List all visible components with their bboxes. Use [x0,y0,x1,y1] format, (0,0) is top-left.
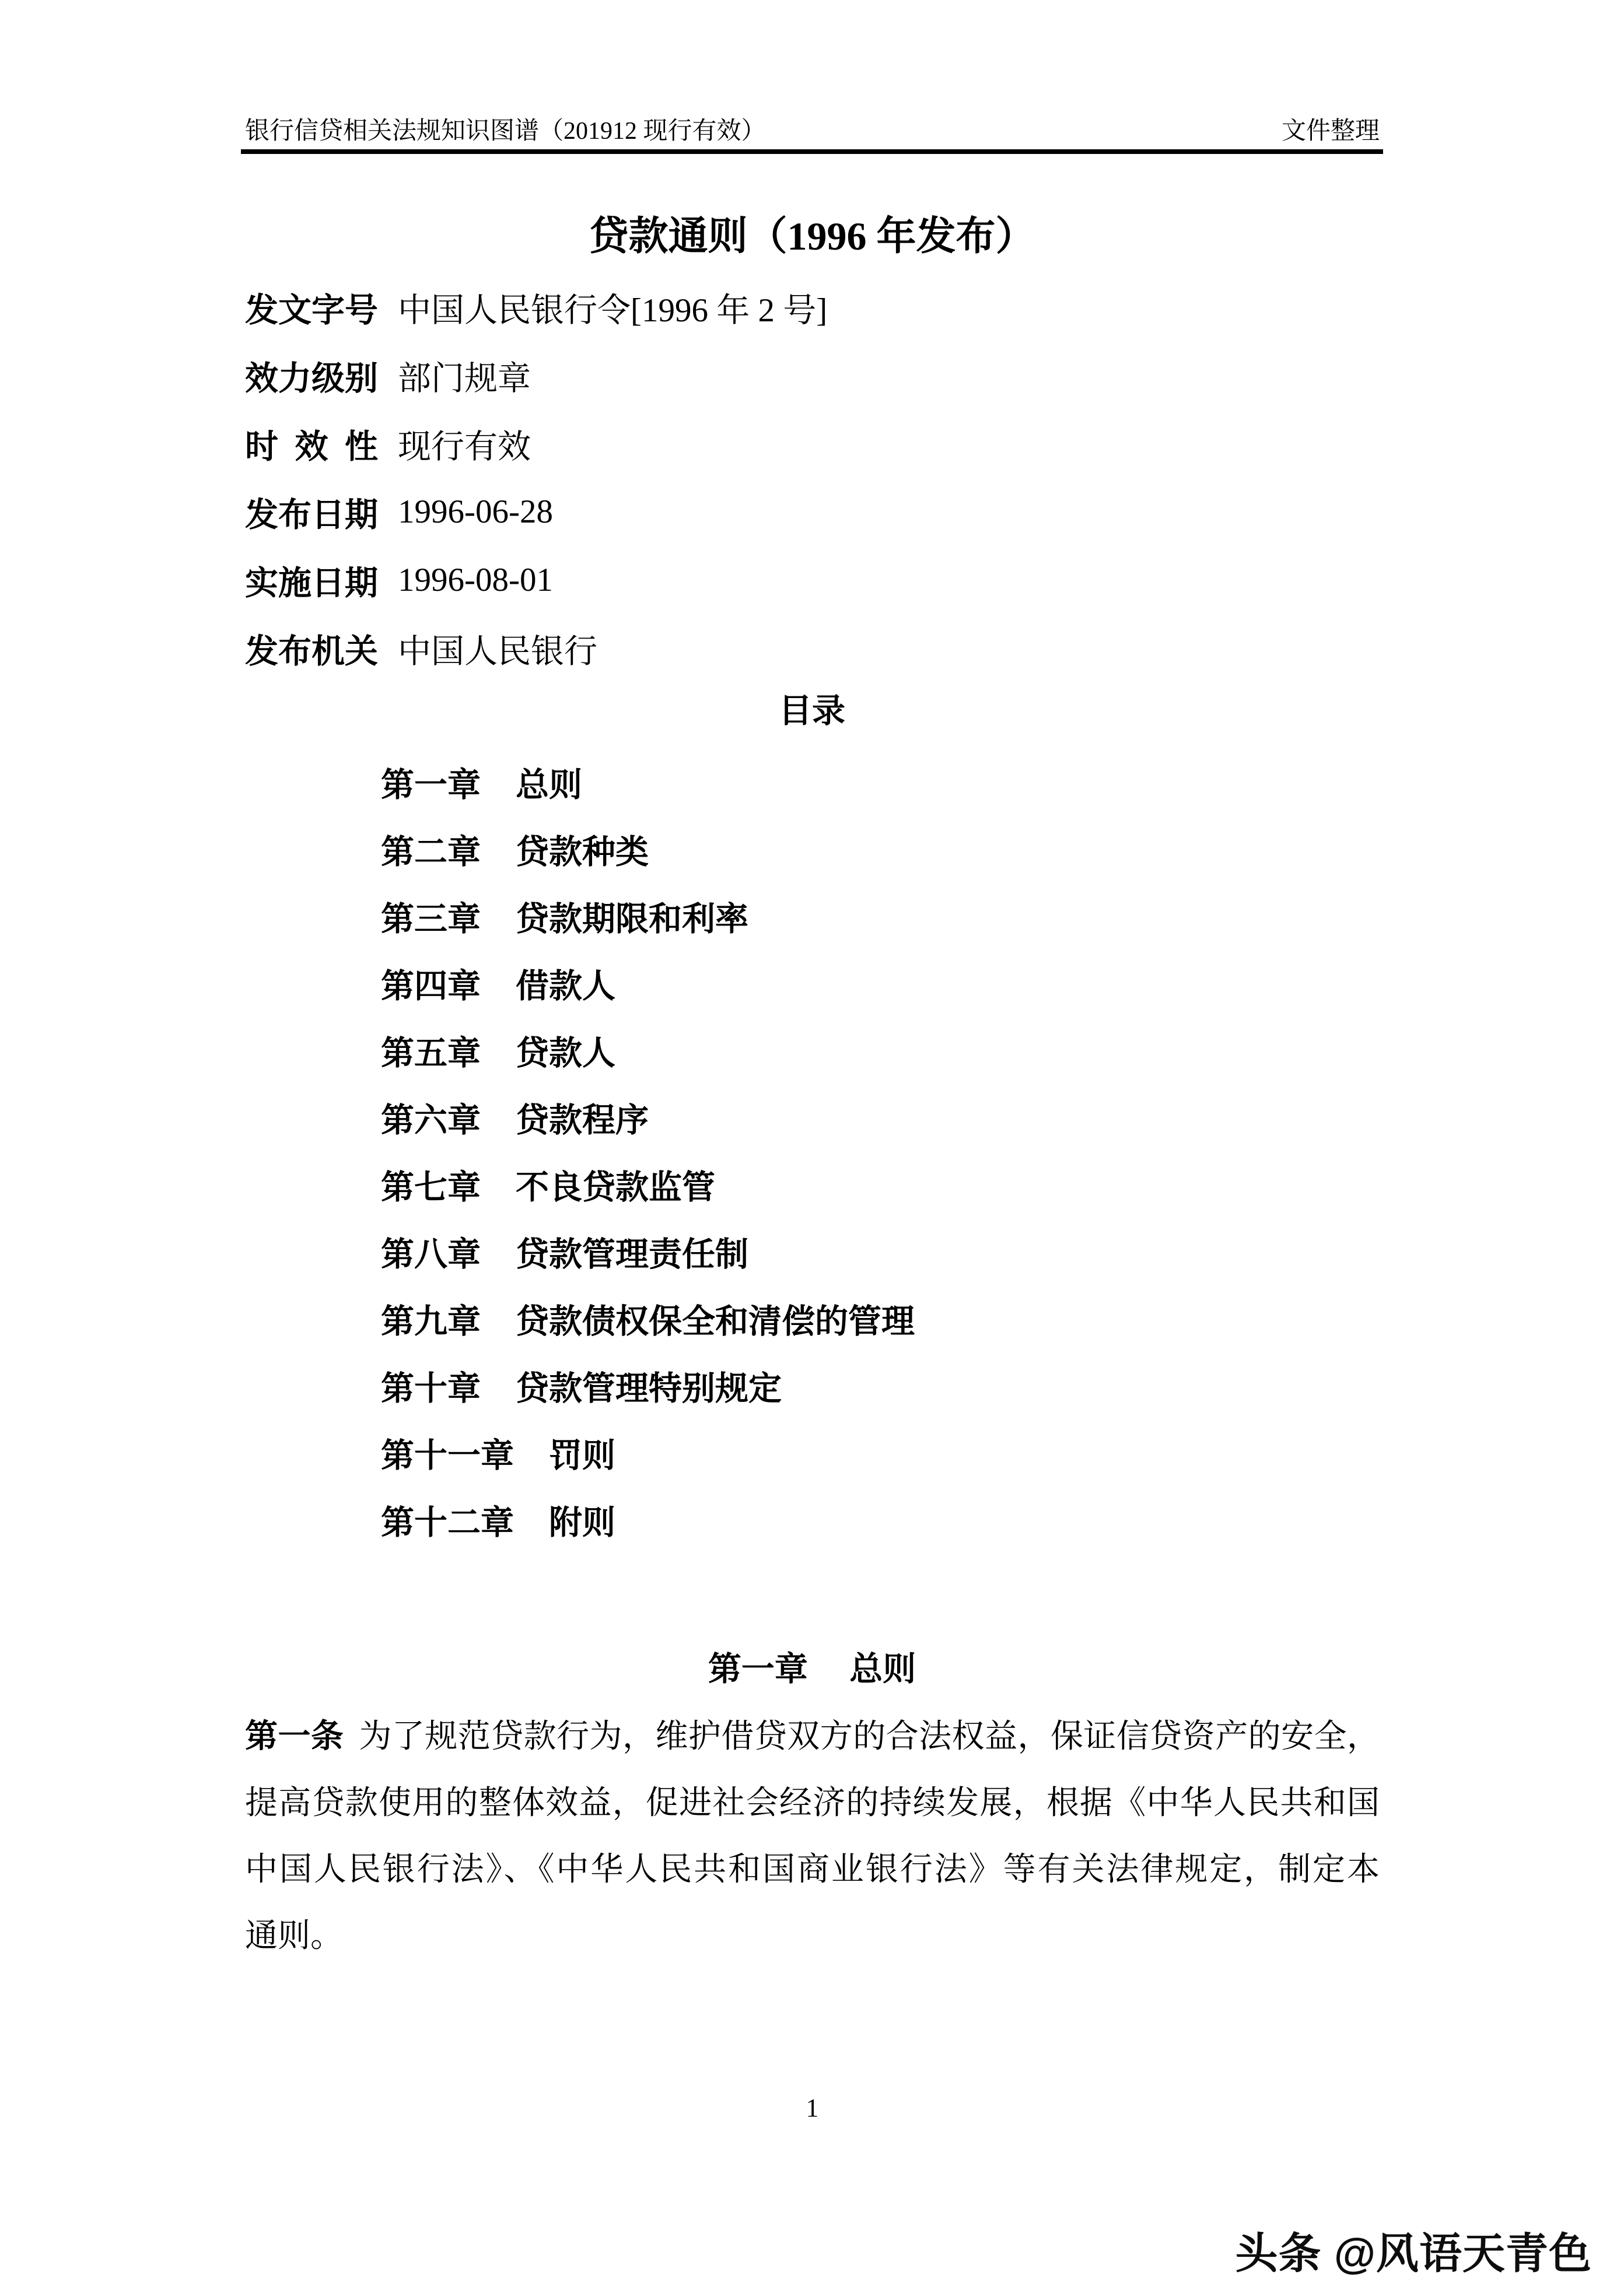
meta-label: 实施日期 [245,565,378,602]
toc-chapter-num: 第一章 [381,766,481,804]
toc-chapter-num: 第二章 [381,833,481,871]
toc-chapter-title: 贷款管理责任制 [516,1236,748,1273]
toc-chapter-num: 第十章 [381,1370,481,1407]
meta-label: 时 效 性 [245,428,378,465]
toc-chapter-title: 贷款程序 [516,1102,649,1139]
toc-chapter-num: 第十一章 [381,1437,514,1474]
header-left-text: 银行信贷相关法规知识图谱（201912 现行有效） [245,118,766,145]
toc-chapter-title: 总则 [516,766,582,804]
meta-label: 效力级别 [245,360,378,397]
toc-list [381,748,915,1553]
page-number: 1 [806,2094,819,2122]
meta-row [245,273,827,341]
toc-item [381,1084,915,1151]
toc-item [381,882,915,949]
toc-item [381,1486,915,1553]
meta-row [245,614,827,682]
toc-chapter-title: 不良贷款监管 [516,1169,715,1206]
document-title: 贷款通则（1996 年发布） [589,214,1035,258]
meta-row [245,478,827,546]
toc-item [381,1016,915,1084]
meta-label: 发布日期 [245,496,378,534]
chapter-title: 总则 [849,1651,916,1688]
toc-item [381,815,915,882]
chapter-num: 第一章 [708,1651,808,1688]
toc-chapter-title: 借款人 [516,968,615,1005]
article-text: 为了规范贷款行为，维护借贷双方的合法权益，保证信贷资产的安全， [359,1719,1380,1755]
chapter-heading [0,1646,1624,1693]
toc-chapter-num: 第七章 [381,1169,481,1206]
toc-chapter-num: 第九章 [381,1303,481,1340]
meta-value: 1996-08-01 [398,562,553,598]
toc-chapter-title: 罚则 [549,1437,615,1474]
toc-chapter-title: 贷款债权保全和清偿的管理 [516,1303,915,1340]
page-header [245,117,1380,146]
toc-item [381,748,915,815]
article-number: 第一条 [245,1719,344,1755]
toc-item [381,1218,915,1285]
toc-item [381,1285,915,1352]
toc-item [381,1352,915,1419]
toc-chapter-title: 附则 [549,1504,615,1541]
toc-chapter-title: 贷款人 [516,1035,615,1072]
meta-section [245,273,827,682]
toc-chapter-num: 第三章 [381,900,481,938]
meta-value: 1996-06-28 [398,493,553,530]
toc-chapter-num: 第八章 [381,1236,481,1273]
toc-chapter-title: 贷款管理特别规定 [516,1370,782,1407]
header-rule [241,149,1383,154]
meta-row [245,546,827,614]
meta-row [245,409,827,478]
article-line: 提高贷款使用的整体效益，促进社会经济的持续发展，根据《中华人民共和国 [245,1785,1380,1821]
toc-chapter-title: 贷款期限和利率 [516,900,748,938]
meta-value: 中国人民银行令[1996 年 2 号] [398,292,828,329]
meta-value: 部门规章 [398,360,531,397]
toc-chapter-num: 第四章 [381,968,481,1005]
toc-item [381,1419,915,1486]
meta-value: 中国人民银行 [398,633,597,670]
header-right-text: 文件整理 [1281,118,1380,145]
article-paragraph [245,1703,1380,1969]
toc-chapter-num: 第五章 [381,1035,481,1072]
toc-item [381,949,915,1016]
toc-item [381,1151,915,1218]
article-line [245,1703,1380,1770]
article-line: 通则。 [245,1918,343,1954]
article-line: 中国人民银行法》、《中华人民共和国商业银行法》等有关法律规定，制定本 [245,1852,1380,1888]
meta-row [245,341,827,409]
toc-chapter-num: 第六章 [381,1102,481,1139]
meta-value: 现行有效 [398,428,531,465]
toc-heading: 目录 [779,693,845,730]
meta-label: 发布机关 [245,633,378,670]
toc-chapter-num: 第十二章 [381,1504,514,1541]
toc-chapter-title: 贷款种类 [516,833,649,871]
meta-label: 发文字号 [245,292,378,329]
watermark: 头条 @风语天青色 [1235,2230,1592,2277]
